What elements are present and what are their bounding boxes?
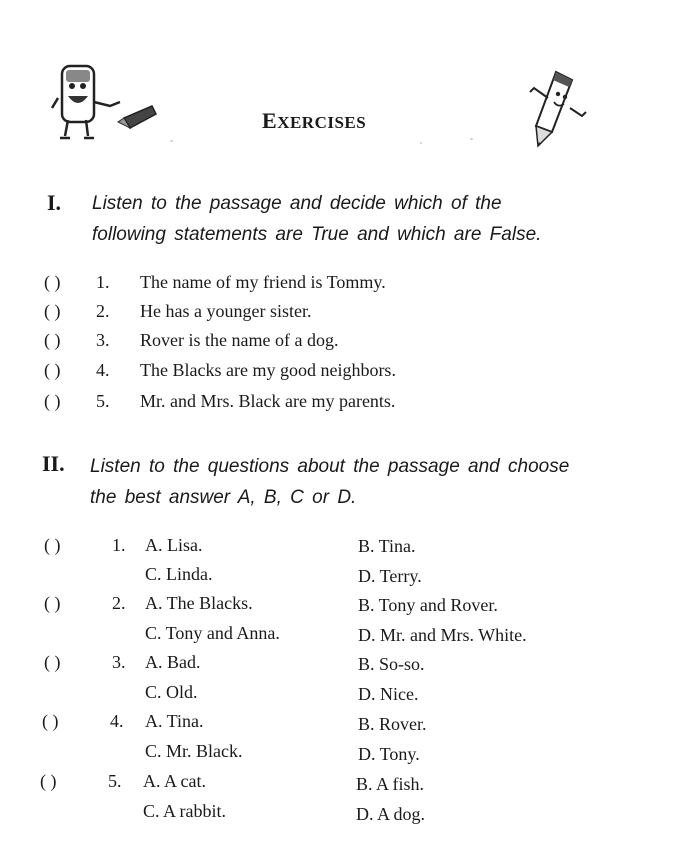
tf-item — [44, 387, 395, 416]
answer-blank[interactable]: ( ) — [44, 535, 61, 555]
statement-text: Rover is the name of a dog. — [140, 330, 339, 350]
section-2-number: II. — [42, 451, 65, 476]
option-d: D. Terry. — [358, 566, 422, 586]
option-d: D. Nice. — [358, 684, 419, 704]
option-b: B. Tina. — [358, 536, 416, 556]
question-number: 4. — [110, 711, 124, 731]
eraser-cartoon-icon — [48, 62, 168, 142]
option-c: C. Mr. Black. — [145, 741, 243, 761]
option-c: C. Linda. — [145, 564, 213, 584]
option-a: A. The Blacks. — [145, 593, 253, 613]
item-number: 2. — [96, 301, 110, 321]
section-2-instruction — [90, 451, 569, 513]
option-a: A. Lisa. — [145, 535, 203, 555]
question-number: 3. — [112, 652, 126, 672]
section-1-instruction-line1: Listen to the passage and decide which of the — [92, 193, 502, 214]
item-number: 3. — [96, 330, 110, 350]
answer-blank[interactable]: ( ) — [44, 360, 61, 380]
option-d: D. Tony. — [358, 744, 420, 764]
option-b: B. Rover. — [358, 714, 427, 734]
item-number: 1. — [96, 272, 110, 292]
section-1-number: I. — [47, 190, 62, 215]
section-1-instruction-line2: following statements are True and which are False. — [92, 224, 542, 245]
statement-text: The name of my friend is Tommy. — [140, 272, 386, 292]
answer-blank[interactable]: ( ) — [44, 272, 61, 292]
title-rest: XERCISES — [277, 113, 367, 132]
tf-item — [44, 297, 311, 326]
option-d: D. Mr. and Mrs. White. — [358, 625, 527, 645]
statement-text: He has a younger sister. — [140, 301, 312, 321]
option-b: B. A fish. — [356, 774, 425, 794]
page-title — [262, 108, 366, 134]
option-d: D. A dog. — [356, 804, 426, 824]
title-first-letter: E — [262, 108, 278, 133]
answer-blank[interactable]: ( ) — [44, 330, 61, 350]
answer-blank[interactable]: ( ) — [42, 711, 59, 731]
question-number: 5. — [108, 771, 122, 791]
pencil-cartoon-icon — [528, 68, 588, 152]
answer-blank[interactable]: ( ) — [44, 593, 61, 613]
tf-item — [44, 356, 396, 385]
statement-text: The Blacks are my good neighbors. — [140, 360, 396, 380]
option-a: A. Bad. — [145, 652, 201, 672]
option-a: A. Tina. — [145, 711, 204, 731]
option-c: C. Tony and Anna. — [145, 623, 280, 643]
answer-blank[interactable]: ( ) — [44, 391, 61, 411]
section-1-instruction — [92, 188, 541, 250]
section-2-instruction-line2: the best answer A, B, C or D. — [90, 487, 357, 508]
question-number: 2. — [112, 593, 126, 613]
option-a: A. A cat. — [143, 771, 206, 791]
question-number: 1. — [112, 535, 126, 555]
answer-blank[interactable]: ( ) — [44, 301, 61, 321]
tf-item — [44, 326, 338, 355]
statement-text: Mr. and Mrs. Black are my parents. — [140, 391, 396, 411]
answer-blank[interactable]: ( ) — [40, 771, 57, 791]
answer-blank[interactable]: ( ) — [44, 652, 61, 672]
section-2-instruction-line1: Listen to the questions about the passage and choose — [90, 456, 570, 477]
tf-item — [44, 268, 386, 297]
option-b: B. Tony and Rover. — [358, 595, 498, 615]
option-c: C. Old. — [145, 682, 198, 702]
option-c: C. A rabbit. — [143, 801, 227, 821]
item-number: 4. — [96, 360, 110, 380]
option-b: B. So-so. — [358, 654, 425, 674]
item-number: 5. — [96, 391, 110, 411]
